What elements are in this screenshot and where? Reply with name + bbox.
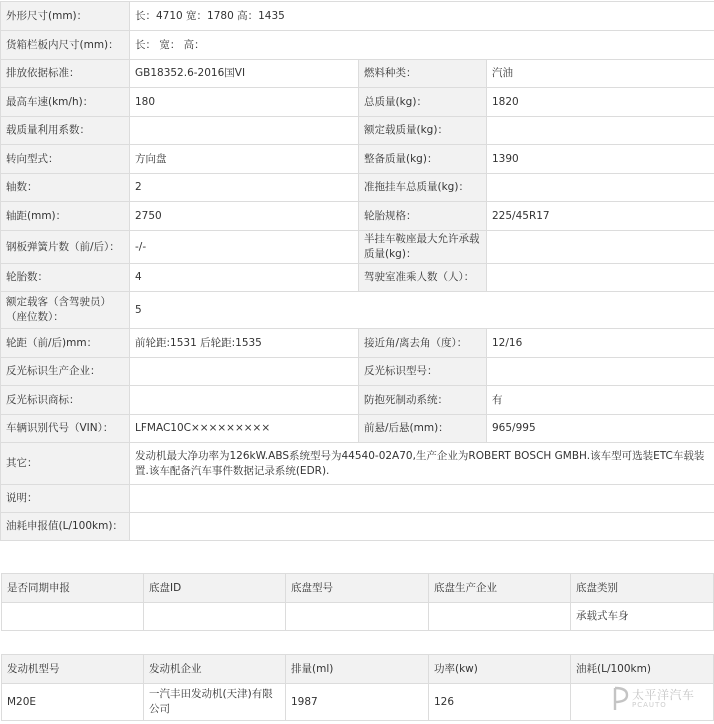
spec-value: 长：4710 宽：1780 高：1435: [130, 2, 714, 31]
spec-value: [487, 174, 714, 202]
spec-label: 轮胎数：: [1, 264, 130, 292]
spec-label: 转向型式：: [1, 145, 130, 174]
spec-row: [1, 513, 714, 541]
spec-value: 5: [130, 292, 714, 329]
chassis-cell: 承载式车身: [571, 603, 714, 631]
spec-value: 4: [130, 264, 359, 292]
spec-value: 1820: [487, 88, 714, 117]
spec-value: 225/45R17: [487, 202, 714, 231]
spec-value: 汽油: [487, 60, 714, 88]
spec-row: [1, 358, 714, 386]
spec-label: 反光标识生产企业：: [1, 358, 130, 386]
spec-label: 接近角/离去角（度）：: [359, 329, 487, 358]
spec-label: 反光标识商标：: [1, 386, 130, 415]
spec-label: 额定载客（含驾驶员）（座位数）：: [1, 292, 130, 329]
spec-value: 180: [130, 88, 359, 117]
spec-label: 前悬/后悬(mm)：: [359, 415, 487, 443]
spec-row: [1, 231, 714, 264]
spec-value: 2750: [130, 202, 359, 231]
spec-row: [1, 264, 714, 292]
spec-row: [1, 415, 714, 443]
spec-value: -/-: [130, 231, 359, 264]
spec-row: [1, 443, 714, 485]
spec-label: 轮胎规格：: [359, 202, 487, 231]
spec-label: 说明：: [1, 485, 130, 513]
engine-header-row: [2, 655, 714, 684]
spec-row: [1, 386, 714, 415]
pcauto-logo-icon: [612, 686, 630, 712]
spec-row: [1, 60, 714, 88]
spec-label: 油耗申报值(L/100km)：: [1, 513, 130, 541]
spec-row: [1, 117, 714, 145]
chassis-header-cell: 底盘ID: [144, 574, 286, 603]
spec-label: 半挂车鞍座最大允许承载质量(kg)：: [359, 231, 487, 264]
spec-value: 前轮距:1531 后轮距:1535: [130, 329, 359, 358]
engine-cell: 1987: [286, 684, 429, 721]
chassis-header-row: [2, 574, 714, 603]
chassis-data-row: [2, 603, 714, 631]
spec-label: 总质量(kg)：: [359, 88, 487, 117]
engine-header-cell: 发动机企业: [144, 655, 286, 684]
chassis-header-cell: 底盘型号: [286, 574, 429, 603]
spec-value: [130, 386, 359, 415]
engine-header-cell: 油耗(L/100km): [571, 655, 714, 684]
spec-value: [130, 117, 359, 145]
spec-label: 燃料种类：: [359, 60, 487, 88]
spec-row: [1, 2, 714, 31]
chassis-header-cell: 底盘类别: [571, 574, 714, 603]
watermark-text: 太平洋汽车: [632, 688, 695, 702]
spec-value: [487, 358, 714, 386]
spec-label: 最高车速(km/h)：: [1, 88, 130, 117]
spec-label: 额定载质量(kg)：: [359, 117, 487, 145]
chassis-header-cell: 是否同期申报: [2, 574, 144, 603]
engine-data-row: [2, 684, 714, 721]
spec-value: 有: [487, 386, 714, 415]
chassis-header-cell: 底盘生产企业: [429, 574, 571, 603]
engine-cell: 126: [429, 684, 571, 721]
spec-value: 方向盘: [130, 145, 359, 174]
spec-label: 防抱死制动系统：: [359, 386, 487, 415]
spec-row: [1, 31, 714, 60]
spec-value: [487, 264, 714, 292]
engine-header-cell: 排量(ml): [286, 655, 429, 684]
spec-row: [1, 88, 714, 117]
spec-row: [1, 329, 714, 358]
spec-value: [487, 231, 714, 264]
spec-row: [1, 292, 714, 329]
spec-value: 2: [130, 174, 359, 202]
spec-label: 整备质量(kg)：: [359, 145, 487, 174]
spec-value: 965/995: [487, 415, 714, 443]
spec-label: 准拖挂车总质量(kg)：: [359, 174, 487, 202]
spec-value: 1390: [487, 145, 714, 174]
spec-label: 外形尺寸(mm)：: [1, 2, 130, 31]
watermark-subtext: PCAUTO: [632, 701, 667, 709]
spec-row: [1, 485, 714, 513]
spec-label: 驾驶室准乘人数（人）：: [359, 264, 487, 292]
spec-value: 12/16: [487, 329, 714, 358]
spec-value: [130, 358, 359, 386]
spec-row: [1, 145, 714, 174]
spec-value: [487, 117, 714, 145]
spec-table-body: [1, 2, 714, 541]
spec-label: 排放依据标准：: [1, 60, 130, 88]
engine-header-cell: 功率(kw): [429, 655, 571, 684]
spec-label: 轴数：: [1, 174, 130, 202]
chassis-cell: [429, 603, 571, 631]
chassis-table: [1, 573, 714, 631]
watermark: [612, 684, 704, 714]
spec-label: 轮距（前/后)mm：: [1, 329, 130, 358]
spec-label: 轴距(mm)：: [1, 202, 130, 231]
spec-label: 反光标识型号：: [359, 358, 487, 386]
spec-label: 货箱栏板内尺寸(mm)：: [1, 31, 130, 60]
engine-cell: 一汽丰田发动机(天津)有限公司: [144, 684, 286, 721]
engine-table: [1, 654, 714, 721]
spec-value: GB18352.6-2016国VI: [130, 60, 359, 88]
spec-label: 车辆识别代号（VIN）：: [1, 415, 130, 443]
spec-label: 载质量利用系数：: [1, 117, 130, 145]
spec-value: [130, 485, 714, 513]
spec-value: 长： 宽： 高：: [130, 31, 714, 60]
spec-value: [130, 513, 714, 541]
engine-cell: M20E: [2, 684, 144, 721]
chassis-cell: [2, 603, 144, 631]
engine-header-cell: 发动机型号: [2, 655, 144, 684]
spec-row: [1, 174, 714, 202]
spec-value: 发动机最大净功率为126kW.ABS系统型号为44540-02A70,生产企业为ROBERT BOSCH GMBH.该车型可选装ETC车载装置.该车配备汽车事件数据记录系统(EDR).: [130, 443, 714, 485]
spec-value: LFMAC10C×××××××××: [130, 415, 359, 443]
spec-label: 钢板弹簧片数（前/后）：: [1, 231, 130, 264]
chassis-cell: [144, 603, 286, 631]
chassis-cell: [286, 603, 429, 631]
vehicle-spec-table: [0, 1, 714, 541]
spec-label: 其它：: [1, 443, 130, 485]
spec-row: [1, 202, 714, 231]
